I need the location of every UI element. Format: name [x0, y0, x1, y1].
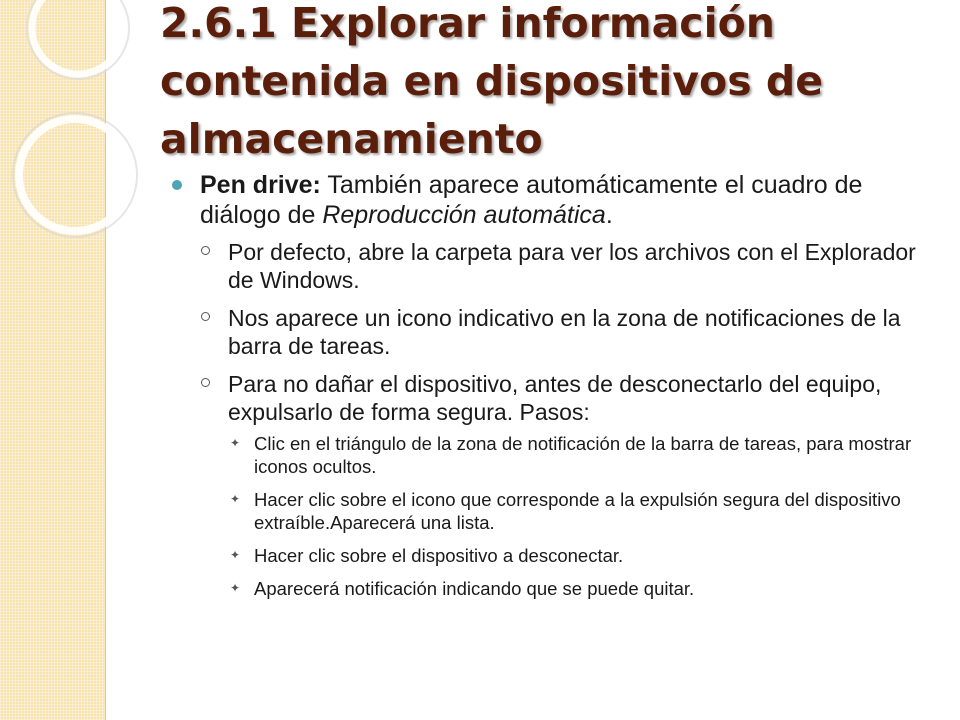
step-text: Hacer clic sobre el icono que corresponde a la expulsión segura del dispositivo extraíble.Aparecerá una lista.	[254, 489, 901, 533]
main-bullet-tail: .	[605, 201, 613, 229]
sub-bullet-text: Nos aparece un icono indicativo en la zona de notificaciones de la barra de tareas.	[228, 305, 901, 359]
bullet-dot-icon	[172, 180, 182, 190]
main-bullet	[170, 170, 930, 230]
ring-bullet-icon	[201, 378, 210, 387]
slide-content	[170, 170, 930, 610]
slide-title: 2.6.1 Explorar información contenida en dispositivos de almacenamiento	[160, 0, 824, 163]
sub-bullet	[170, 304, 930, 360]
star-bullet-icon: ✦	[230, 492, 241, 506]
sub-bullet	[170, 370, 930, 426]
star-bullet-icon: ✦	[230, 436, 241, 450]
sub-bullet-text: Para no dañar el dispositivo, antes de desconectarlo del equipo, expulsarlo de forma segura. Pasos:	[228, 371, 882, 425]
step-item	[170, 544, 930, 567]
star-bullet-icon: ✦	[230, 548, 241, 562]
main-bullet-italic: Reproducción automática	[322, 201, 606, 229]
main-bullet-bold: Pen drive:	[200, 171, 321, 199]
step-text: Clic en el triángulo de la zona de notificación de la barra de tareas, para mostrar iconos ocultos.	[254, 433, 912, 477]
star-bullet-icon: ✦	[230, 581, 241, 595]
decorative-circles	[0, 0, 170, 250]
ring-bullet-icon	[201, 312, 210, 321]
ring-bullet-icon	[201, 246, 210, 255]
sub-bullet-text: Por defecto, abre la carpeta para ver los archivos con el Explorador de Windows.	[228, 239, 916, 293]
main-bullet-text: También aparece automáticamente el cuadro de diálogo de	[200, 171, 863, 229]
step-item	[170, 488, 930, 534]
step-item	[170, 432, 930, 478]
step-text: Aparecerá notificación indicando que se puede quitar.	[254, 578, 695, 599]
step-text: Hacer clic sobre el dispositivo a desconectar.	[254, 545, 624, 566]
sub-bullet	[170, 238, 930, 294]
step-item	[170, 577, 930, 600]
